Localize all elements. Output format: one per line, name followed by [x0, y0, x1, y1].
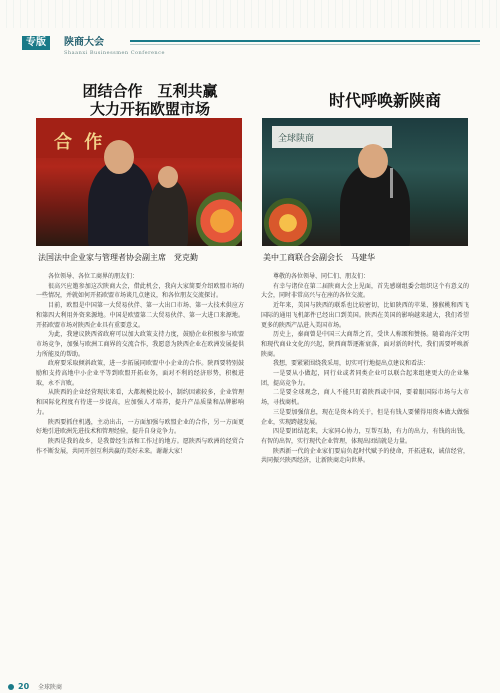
left-paragraph: 目前，欧盟是中国第一大贸易伙伴、第一大出口市场、第一大技术供应方和第四大利用外资来源地。中国是欧盟第二大贸易伙伴、第一大进口来源地。开拓欧盟市场对陕西企业具有重要意义。: [36, 302, 244, 329]
section-tag: 专版: [22, 36, 50, 50]
left-photo-banner: 合 作: [36, 118, 242, 158]
left-paragraph: 陕西要抓住机遇，主动出击，一方面加强与欧盟企业的合作，另一方面更好地引进欧洲先进技术和管理经验，提升自身竞争力。: [36, 418, 244, 436]
right-paragraph: 陕西新一代的企业家们要肩负起时代赋予的使命，开拓进取，诚信经营，共同振兴陕西经济，让新陕商走向世界。: [261, 447, 469, 465]
right-photo-microphone: [390, 168, 393, 198]
left-paragraph: 从陕西的企业经营现状来看，大都规模比较小，制约因素较多，企业管理和国际化程度有待进一步提高，应加强人才培养，提升产品质量和品牌影响力。: [36, 389, 244, 416]
left-paragraph: 很高兴应邀参加这次陕商大会，借此机会，我向大家简要介绍欧盟市场的一些情况，并就如何开拓欧盟市场谈几点建议，和各位朋友交流探讨。: [36, 282, 244, 300]
section-title: 陕商大会: [64, 37, 104, 48]
header-rule: [130, 40, 480, 42]
left-paragraph: 各位领导、各位工商界的朋友们：: [48, 273, 139, 280]
right-photo: [262, 118, 468, 246]
right-photo-flowers: [264, 198, 312, 246]
right-photo-speaker-head: [358, 144, 388, 178]
right-paragraph: 我想，要紧紧围绕我采用，切实可行地提出点建议和看法：: [273, 360, 430, 368]
left-photo: [36, 118, 242, 246]
left-headline-line-1: 团结合作 互利共赢: [82, 82, 218, 100]
left-paragraph: 为此，我建议陕西省政府可以加大政策支持力度，鼓励企业积极参与欧盟市场竞争，加强与欧洲工商界的交流合作，我愿意为陕西企业在欧洲发展提供力所能及的帮助。: [36, 331, 244, 358]
left-headline-line-2: 大力开拓欧盟市场: [89, 100, 210, 118]
left-headline: [60, 82, 240, 118]
footer-text: 全球陕商: [38, 684, 63, 691]
right-paragraph: 一是要从小做起，同行业或者同类企业可以联合起来组建更大的企业集团，提高竞争力。: [261, 370, 469, 387]
right-paragraph: 历史上，秦商曾是中国三大商帮之首，受世人称颂和赞扬。随着海洋文明和现代商业文化的兴起，陕西商帮逐渐衰落，面对新的时代，我们需要呼唤新陕商。: [261, 331, 469, 358]
right-paragraph: 四是要团结起来，大家同心协力，互帮互助，有力的出力，有钱的出钱，有智的出智，实行现代企业管理，体现出团结就是力量。: [261, 428, 469, 445]
right-paragraph: 尊敬的各位领导、同仁们、朋友们：: [273, 273, 370, 280]
page-header: [0, 0, 500, 58]
left-paragraph: 陕西是我的故乡，是我曾经生活和工作过的地方。愿陕西与欧洲的经贸合作不断发展，共同开创互利共赢的美好未来。谢谢大家！: [36, 437, 244, 455]
right-body: [261, 272, 469, 466]
right-photo-caption: 美中工商联合会副会长 马建华: [263, 253, 375, 262]
left-photo-speaker-head: [104, 140, 134, 174]
section-subtitle: Shaanxi Businessmen Conference: [64, 50, 165, 56]
left-body: [36, 272, 244, 456]
left-photo-flowers: [196, 192, 242, 246]
header-rule-thin: [130, 44, 480, 45]
right-photo-banner: 全球陕商: [272, 126, 392, 148]
left-photo-person-2: [148, 178, 188, 246]
left-photo-person-2-head: [158, 166, 178, 188]
left-paragraph: 政府要采取倾斜政策，进一步拓展同欧盟中小企业的合作。陕西要特别鼓励和支持高地中小企业平等到欧盟开拓业务，面对不利的经济形势，积极进取，永不言败。: [36, 360, 244, 387]
right-paragraph: 有幸与诸位在第二届陕商大会上见面，首先感谢组委会组织这个有意义的大会，同时非常高兴与在座的各位交流。: [261, 282, 469, 300]
right-paragraph: 三是要加强信息，现在是资本的关于，但是有钱人要懂得用资本做大做强企业，实现跨越发展。: [261, 408, 469, 426]
right-headline: 时代呼唤新陕商: [328, 91, 441, 110]
page-number-marker: [8, 684, 14, 690]
left-photo-caption: 法国法中企业家与管理者协会副主席 党克勤: [38, 253, 198, 262]
right-paragraph: 近年来，美国与陕西的联系也比较密切，比如陕西的苹果、猕猴桃和西飞国际的通用飞机部件已经出口到美国。陕西在美国的影响越来越大，我们希望更多的陕西产品进入美国市场。: [261, 302, 469, 329]
header-pattern: [0, 0, 500, 28]
page-number: 20: [18, 682, 30, 691]
right-paragraph: 二是要全球观念，商人不能只盯着陕西或中国，要着眼国际市场与大市场，寻找商机。: [261, 389, 469, 407]
